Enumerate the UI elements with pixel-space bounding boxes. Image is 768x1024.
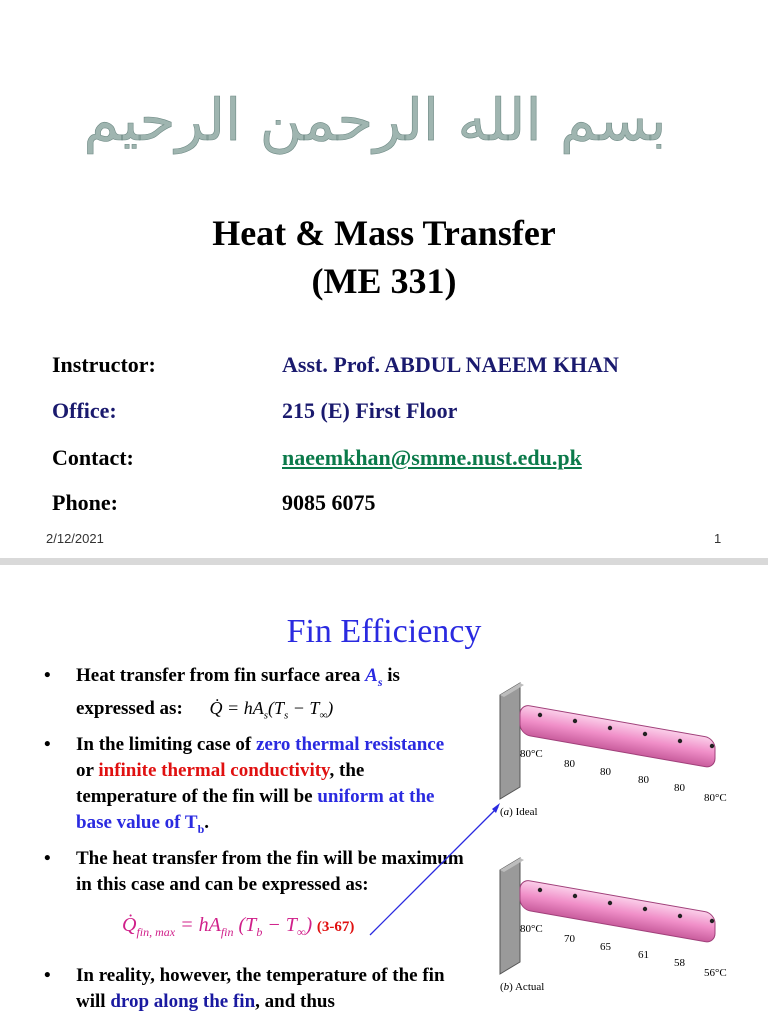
- bullet-marker: •: [44, 665, 51, 686]
- course-code: (ME 331): [311, 261, 457, 301]
- equation-fin-max: $Q̇_{fin, max} = hA_{fin}$ $(T_b - T_\infty)$ (3-67): [122, 914, 355, 940]
- course-title: Heat & Mass Transfer: [212, 213, 556, 253]
- slide-date: 2/12/2021: [46, 531, 104, 546]
- ideal-temp-0: 80°C: [520, 748, 543, 760]
- bismillah-calligraphy: [83, 62, 667, 182]
- office-label: Office:: [52, 398, 117, 423]
- fin-rod-actual: [520, 879, 715, 943]
- slide-page-number: 1: [714, 531, 722, 546]
- contact-label: Contact:: [52, 445, 134, 470]
- equation-heat-transfer: Q̇ = $hA_s(T_s - T_\infty)$: [209, 697, 334, 722]
- fin-temperature-figure: [480, 675, 750, 1005]
- wall-plate-actual: [500, 858, 520, 974]
- fin-rod-ideal: [520, 704, 715, 768]
- ideal-fin-diagram: [500, 683, 727, 818]
- contact-email-link[interactable]: naeemkhan@smme.nust.edu.pk: [282, 445, 582, 470]
- actual-fin-diagram: [500, 858, 727, 993]
- actual-temp-3: 61: [638, 949, 649, 961]
- bullet-1: • Heat transfer from fin surface area $A_s$ is expressed as: Q̇ = $hA_s(T_s - T_\infty)$: [44, 665, 400, 722]
- phone-value: 9085 6075: [282, 490, 376, 515]
- actual-caption: (b) Actual: [500, 981, 545, 993]
- ideal-temp-1: 80: [564, 758, 575, 770]
- actual-temp-1: 70: [564, 933, 575, 945]
- slide-title: Fin Efficiency: [286, 613, 482, 650]
- bullet-2: • In the limiting case of zero thermal resistance or infinite thermal conductivity, the temperature of the fin will be uniform at the base value of $T_b$.: [44, 734, 445, 837]
- instructor-value: Asst. Prof. ABDUL NAEEM KHAN: [282, 352, 619, 377]
- bullet-3: • The heat transfer from the fin will be maximum in this case and can be expressed as:: [44, 848, 464, 896]
- bullet-4: • In reality, however, the temperature of the fin will drop along the fin, and thus: [44, 965, 445, 1013]
- calligraphy-text: بسم الله الرحمن الرحیم: [83, 86, 667, 154]
- wall-plate-ideal: [500, 683, 520, 799]
- equation-number: (3-67): [316, 919, 355, 936]
- phone-label: Phone:: [52, 490, 118, 515]
- instructor-label: Instructor:: [52, 352, 156, 377]
- ideal-temp-2: 80: [600, 766, 611, 778]
- ideal-temp-3: 80: [638, 774, 649, 786]
- office-value: 215 (E) First Floor: [282, 398, 458, 423]
- actual-temp-0: 80°C: [520, 923, 543, 935]
- ideal-temp-5: 80°C: [704, 792, 727, 804]
- slide-2: [0, 565, 768, 1024]
- actual-temp-2: 65: [600, 941, 611, 953]
- ideal-caption: (a) Ideal: [500, 806, 538, 818]
- ideal-temp-4: 80: [674, 782, 685, 794]
- actual-temp-5: 56°C: [704, 967, 727, 979]
- actual-temp-4: 58: [674, 957, 685, 969]
